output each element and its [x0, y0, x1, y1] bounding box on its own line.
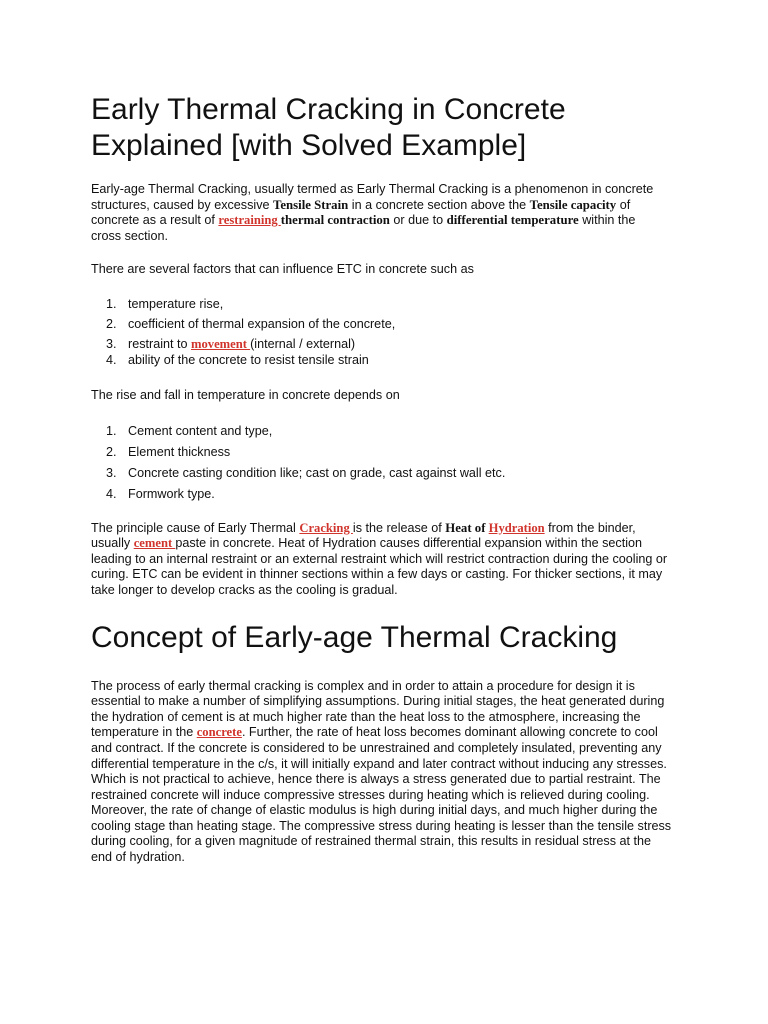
list-number: 4. — [106, 486, 117, 501]
intro-paragraph — [91, 182, 661, 244]
temperature-intro: The rise and fall in temperature in concrete depends on — [91, 387, 400, 402]
intro-text-5: within the cross section. — [91, 213, 636, 243]
cause-paragraph — [91, 521, 673, 599]
list-item — [91, 466, 681, 481]
list-item — [91, 317, 681, 332]
list-number: 3. — [106, 465, 117, 480]
list-item-text: restraint to — [128, 336, 191, 351]
term-tensile-capacity: Tensile capacity — [529, 197, 617, 212]
list-item-text: Concrete casting condition like; cast on grade, cast against wall etc. — [128, 465, 506, 480]
section-heading-concept: Concept of Early-age Thermal Cracking — [91, 620, 618, 654]
temperature-factors-list — [91, 424, 681, 502]
term-thermal-contraction: thermal contraction — [280, 213, 390, 228]
list-item-text: ability of the concrete to resist tensile strain — [128, 352, 369, 367]
list-number: 1. — [106, 423, 117, 438]
page-title: Early Thermal Cracking in Concrete Explained [with Solved Example] — [91, 93, 566, 162]
term-differential-temperature: differential temperature — [446, 213, 579, 228]
list-number: 3. — [106, 336, 117, 351]
list-item — [91, 337, 681, 352]
list-number: 4. — [106, 352, 117, 367]
intro-text-4: or due to — [389, 213, 447, 228]
link-movement[interactable]: movement — [191, 336, 251, 351]
intro-text-3: of concrete as a result of — [91, 197, 631, 228]
link-cement[interactable]: cement — [133, 536, 176, 551]
cause-text-3: from the binder, usually — [91, 520, 636, 551]
term-heat-of: Heat of — [445, 520, 489, 535]
list-item-text-post: (internal / external) — [250, 336, 356, 351]
list-item — [91, 487, 681, 502]
list-item-text: Formwork type. — [128, 486, 215, 501]
list-item-text: temperature rise, — [128, 296, 224, 311]
list-item — [91, 424, 681, 439]
list-number: 2. — [106, 316, 117, 331]
list-item-text: Element thickness — [128, 444, 231, 459]
factors-intro: There are several factors that can influence ETC in concrete such as — [91, 262, 474, 277]
list-item — [91, 445, 681, 460]
link-cracking[interactable]: Cracking — [299, 520, 353, 535]
intro-text-1: Early-age Thermal Cracking, usually termed as Early Thermal Cracking is a phenomenon in concrete structures, caused by excessive — [91, 182, 654, 212]
list-item — [91, 353, 681, 368]
article-body — [91, 92, 681, 866]
cause-text-2: is the release of — [352, 520, 446, 535]
link-concrete[interactable]: concrete — [196, 725, 242, 740]
list-item-text: Cement content and type, — [128, 423, 273, 438]
list-item — [91, 297, 681, 312]
concept-paragraph — [91, 679, 673, 866]
concept-text-1: The process of early thermal cracking is complex and in order to attain a procedure for design it is essential to make a number of simplifying assumptions. During initial stages, the heat generated during the hydration of cement is at much higher rate than the heat loss to the atmosphere, increasing the temperature in the — [91, 678, 665, 740]
link-restraining[interactable]: restraining — [218, 213, 281, 228]
concept-text-2: . Further, the rate of heat loss becomes dominant allowing concrete to cool and contract. If the concrete is considered to be unrestrained and completely insulated, preventing any differential temperature in the c/s, it will initially expand and later contract without inducing any stresses. Which is not practical to achieve, hence there is always a stress generated due to partial restraint. The restrained concrete will induce compressive stresses during heating which is relieved during cooling. Moreover, the rate of change of elastic modulus is high during initial days, and much higher during the cooling stage than heating stage. The compressive stress during heating is lesser than the tensile stress during cooling, for a given magnitude of restrained thermal strain, this results in residual stress at the end of hydration. — [91, 725, 672, 865]
cause-text-1: The principle cause of Early Thermal — [91, 520, 300, 535]
factors-list — [91, 297, 681, 368]
term-tensile-strain: Tensile Strain — [273, 197, 349, 212]
intro-text-2: in a concrete section above the — [348, 197, 530, 212]
list-item-text: coefficient of thermal expansion of the concrete, — [128, 316, 396, 331]
list-number: 2. — [106, 444, 117, 459]
list-number: 1. — [106, 296, 117, 311]
link-hydration[interactable]: Hydration — [488, 520, 545, 535]
cause-text-4: paste in concrete. Heat of Hydration causes differential expansion within the section leading to an internal restraint or an external restraint which will restrict contraction during the cooling or curing. ETC can be evident in thinner sections within a few days or casting. For thicker sections, it may take longer to develop cracks as the cooling is gradual. — [91, 536, 668, 597]
